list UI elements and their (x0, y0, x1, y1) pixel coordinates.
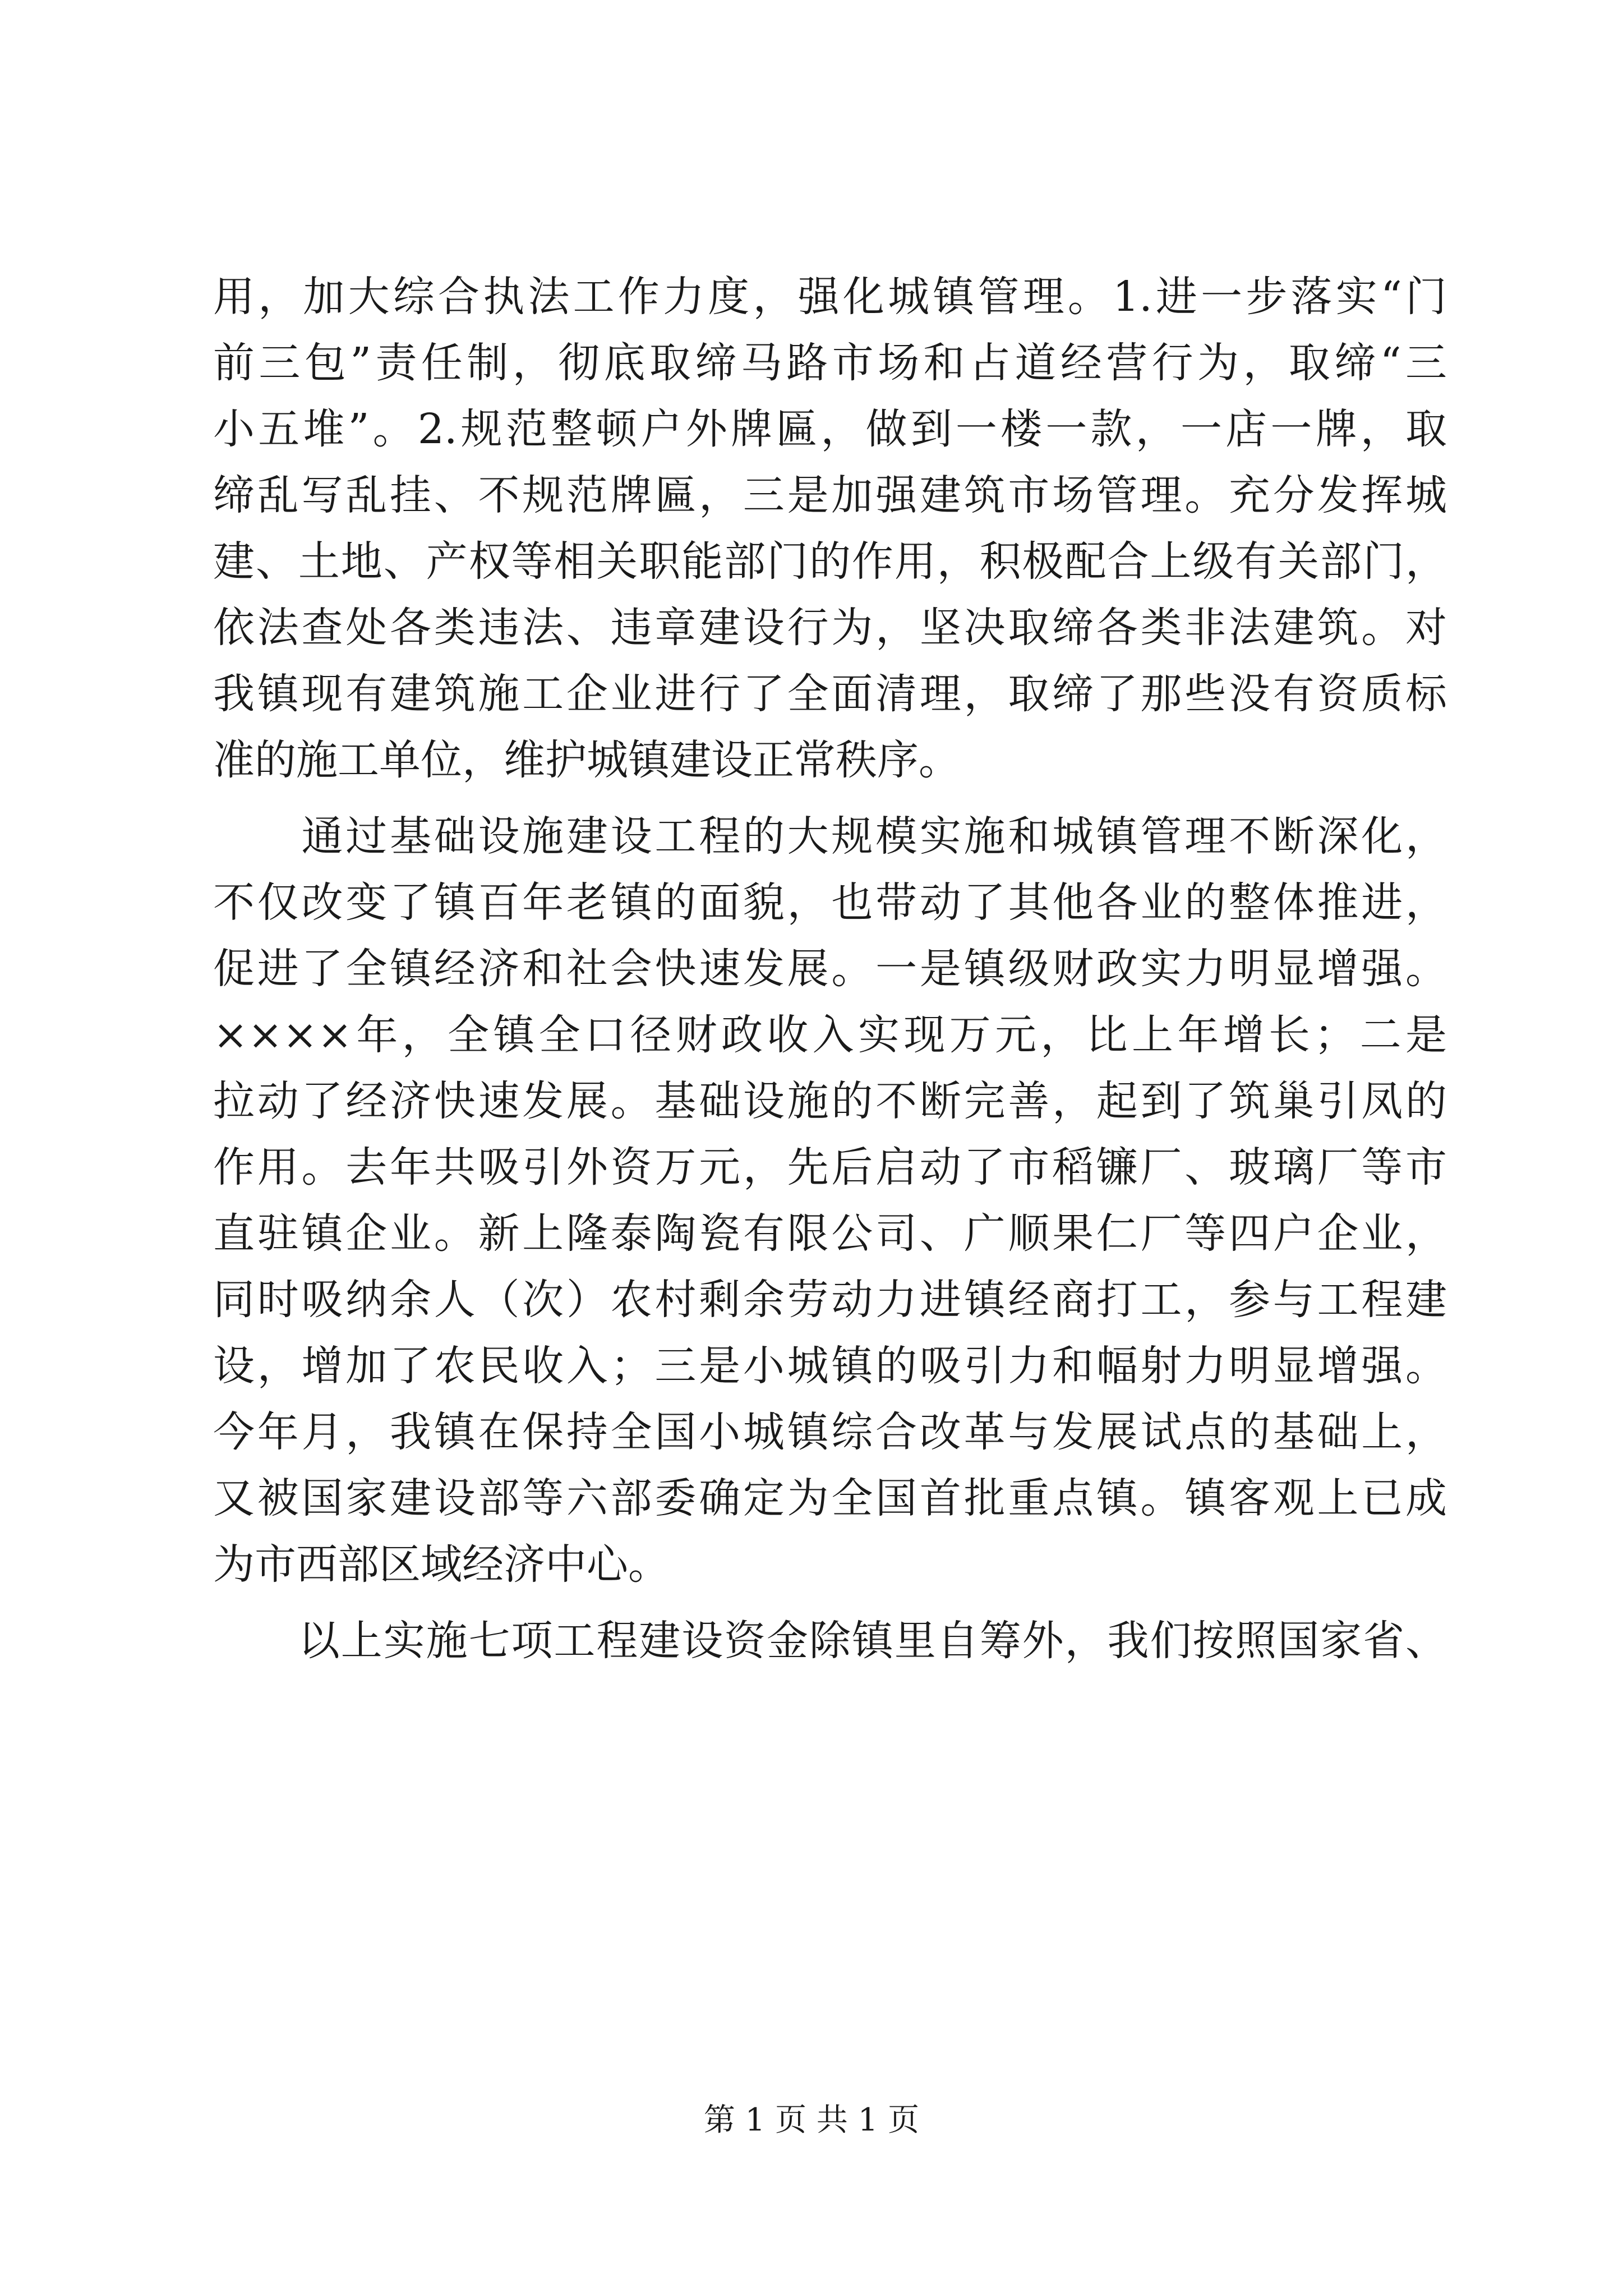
text-line: 为市西部区域经济中心。 (213, 1540, 670, 1589)
text-line: 又被国家建设部等六部委确定为全国首批重点镇。镇客观上已成 (213, 1474, 1447, 1522)
text-line: 今年月，我镇在保持全国小城镇综合改革与发展试点的基础上， (213, 1408, 1447, 1456)
text-line: 作用。去年共吸引外资万元，先后启动了市稻镰厂、玻璃厂等市 (213, 1143, 1447, 1191)
text-line: 不仅改变了镇百年老镇的面貌，也带动了其他各业的整体推进， (213, 878, 1447, 927)
paragraph-gap (213, 793, 1447, 803)
document-body (213, 264, 1447, 1674)
text-line: 小五堆”。2.规范整顿户外牌匾，做到一楼一款，一店一牌，取 (213, 405, 1447, 453)
text-line: 缔乱写乱挂、不规范牌匾，三是加强建筑市场管理。充分发挥城 (213, 471, 1447, 519)
paragraph (213, 1608, 1447, 1674)
page-number-info: 第 1 页 共 1 页 (703, 2102, 920, 2138)
text-line: 准的施工单位，维护城镇建设正常秩序。 (213, 736, 960, 784)
text-line: 前三包”责任制，彻底取缔马路市场和占道经营行为，取缔“三 (213, 339, 1447, 387)
text-line: 同时吸纳余人（次）农村剩余劳动力进镇经商打工，参与工程建 (213, 1276, 1447, 1324)
text-line: 我镇现有建筑施工企业进行了全面清理，取缔了那些没有资质标 (213, 670, 1447, 718)
paragraph (213, 803, 1447, 1598)
text-line: 用，加大综合执法工作力度，强化城镇管理。1.进一步落实“门 (213, 273, 1447, 321)
text-line: ××××年，全镇全口径财政收入实现万元，比上年增长；二是 (213, 1011, 1447, 1059)
text-line: 设，增加了农民收入；三是小城镇的吸引力和幅射力明显增强。 (213, 1342, 1447, 1390)
text-line: 直驻镇企业。新上隆泰陶瓷有限公司、广顺果仁厂等四户企业， (213, 1209, 1447, 1258)
text-line: 以上实施七项工程建设资金除镇里自筹外，我们按照国家省、 (213, 1617, 1447, 1665)
paragraph (213, 264, 1447, 793)
text-line: 拉动了经济快速发展。基础设施的不断完善，起到了筑巢引凤的 (213, 1077, 1447, 1125)
text-line: 通过基础设施建设工程的大规模实施和城镇管理不断深化， (213, 812, 1447, 861)
text-line: 促进了全镇经济和社会快速发展。一是镇级财政实力明显增强。 (213, 945, 1447, 993)
paragraph-gap (213, 1598, 1447, 1608)
text-line: 依法查处各类违法、违章建设行为，坚决取缔各类非法建筑。对 (213, 604, 1447, 652)
page-footer (0, 2101, 1623, 2140)
text-line: 建、土地、产权等相关职能部门的作用，积极配合上级有关部门， (213, 537, 1447, 586)
